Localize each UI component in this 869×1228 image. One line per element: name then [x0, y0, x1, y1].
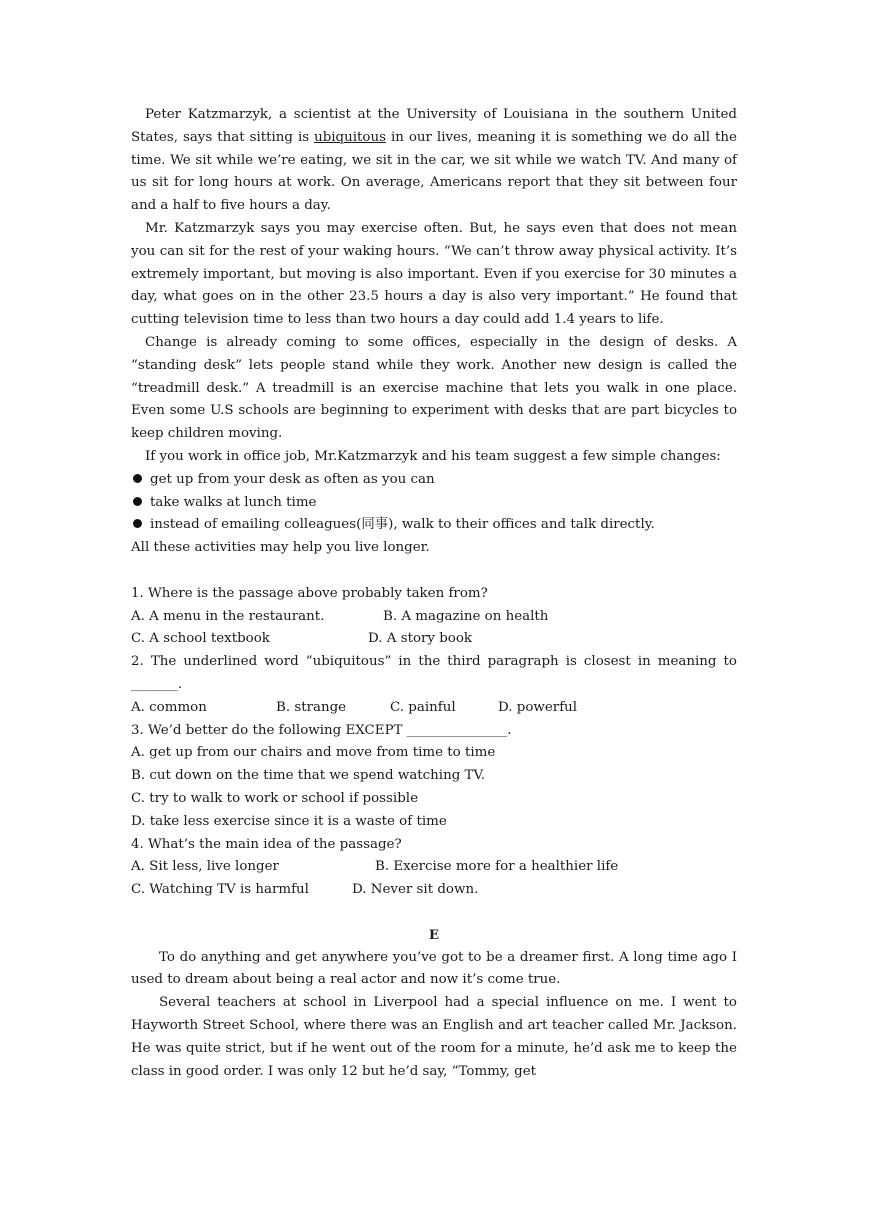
passage-e-paragraph-2: Several teachers at school in Liverpool had a special influence on me. I went to Hayworth Street School, where there was an English and art teacher called Mr. Jackson. He was quite strict, but if he went out of the room for a minute, he’d ask me to keep the class in good order. I was only 12 but he’d say, “Tommy, get [131, 995, 737, 1079]
option-a: A. common [131, 699, 207, 715]
passage-d-paragraph-2: Mr. Katzmarzyk says you may exercise often. But, he says even that does not mean you can sit for the rest of your waking hours. “We can’t throw away physical activity. It’s extremely important, but moving is also important. Even if you exercise for 30 minutes a day, what goes on in the other 23.5 hours a day is also very important.” He found that cutting television time to less than two hours a day could add 1.4 years to life. [131, 220, 737, 328]
bullet-item [131, 514, 737, 537]
underlined-word: ubiquitous [314, 129, 386, 145]
question-1-options-row-2 [131, 628, 737, 651]
question-3-option-d: D. take less exercise since it is a waste of time [131, 813, 447, 829]
bullet-text: get up from your desk as often as you can [150, 471, 435, 487]
option-d: D. A story book [368, 631, 473, 647]
question-4-options-row-2 [131, 879, 737, 902]
paragraph-text: Peter Katzmarzyk, a scientist at the University of Louisiana in the southern United States, says that sitting is [131, 107, 737, 145]
question-3: 3. We’d better do the following EXCEPT _______________. [131, 722, 512, 738]
question-1-options-row-1 [131, 606, 737, 629]
document-page [131, 104, 737, 1083]
paragraph-text: in our lives, meaning it is something we do all the time. We sit while we’re eating, we sit in the car, we sit while we watch TV. And many of us sit for long hours at work. On average, Americans report that they sit between four and a half to five hours a day. [131, 129, 737, 214]
option-b: B. Exercise more for a healthier life [375, 859, 619, 875]
option-a: A. Sit less, live longer [131, 859, 279, 875]
bullet-text: instead of emailing colleagues(同事), walk to their offices and talk directly. [150, 517, 655, 533]
option-c: C. Watching TV is harmful [131, 882, 309, 898]
closing-sentence: All these activities may help you live longer. [131, 540, 430, 556]
passage-d-paragraph-1 [131, 104, 737, 218]
question-3-option-a: A. get up from our chairs and move from time to time [131, 745, 496, 761]
option-b: B. strange [276, 699, 347, 715]
passage-d-paragraph-3: Change is already coming to some offices, especially in the design of desks. A “standing desk” lets people stand while they work. Another new design is called the “treadmill desk.” A treadmill is an exercise machine that lets you walk in one place. Even some U.S schools are beginning to experiment with desks that are part bicycles to keep children moving. [131, 334, 737, 442]
spacer [131, 560, 737, 583]
bullet-dot-icon [133, 519, 142, 528]
option-c: C. A school textbook [131, 631, 270, 647]
section-heading: E [428, 926, 440, 943]
bullet-item [131, 469, 737, 492]
passage-d-paragraph-4: If you work in office job, Mr.Katzmarzyk and his team suggest a few simple changes: [145, 448, 721, 464]
bullet-text: take walks at lunch time [150, 494, 317, 510]
question-4-options-row-1 [131, 856, 737, 879]
question-2-options [131, 697, 737, 720]
passage-e-paragraph-1: To do anything and get anywhere you’ve got to be a dreamer first. A long time ago I used to dream about being a real actor and now it’s come true. [131, 949, 737, 988]
bullet-dot-icon [133, 474, 142, 483]
question-3-option-b: B. cut down on the time that we spend watching TV. [131, 768, 486, 784]
option-a: A. A menu in the restaurant. [131, 608, 325, 624]
question-4: 4. What’s the main idea of the passage? [131, 836, 402, 852]
bullet-item [131, 492, 737, 515]
option-d: D. Never sit down. [352, 882, 479, 898]
spacer [131, 902, 737, 914]
question-2: 2. The underlined word “ubiquitous” in the third paragraph is closest in meaning to _______. [131, 654, 737, 692]
option-c: C. painful [390, 699, 456, 715]
question-3-option-c: C. try to walk to work or school if possible [131, 790, 418, 806]
bullet-dot-icon [133, 497, 142, 506]
option-d: D. powerful [498, 699, 578, 715]
option-b: B. A magazine on health [383, 608, 549, 624]
question-1: 1. Where is the passage above probably taken from? [131, 585, 488, 601]
